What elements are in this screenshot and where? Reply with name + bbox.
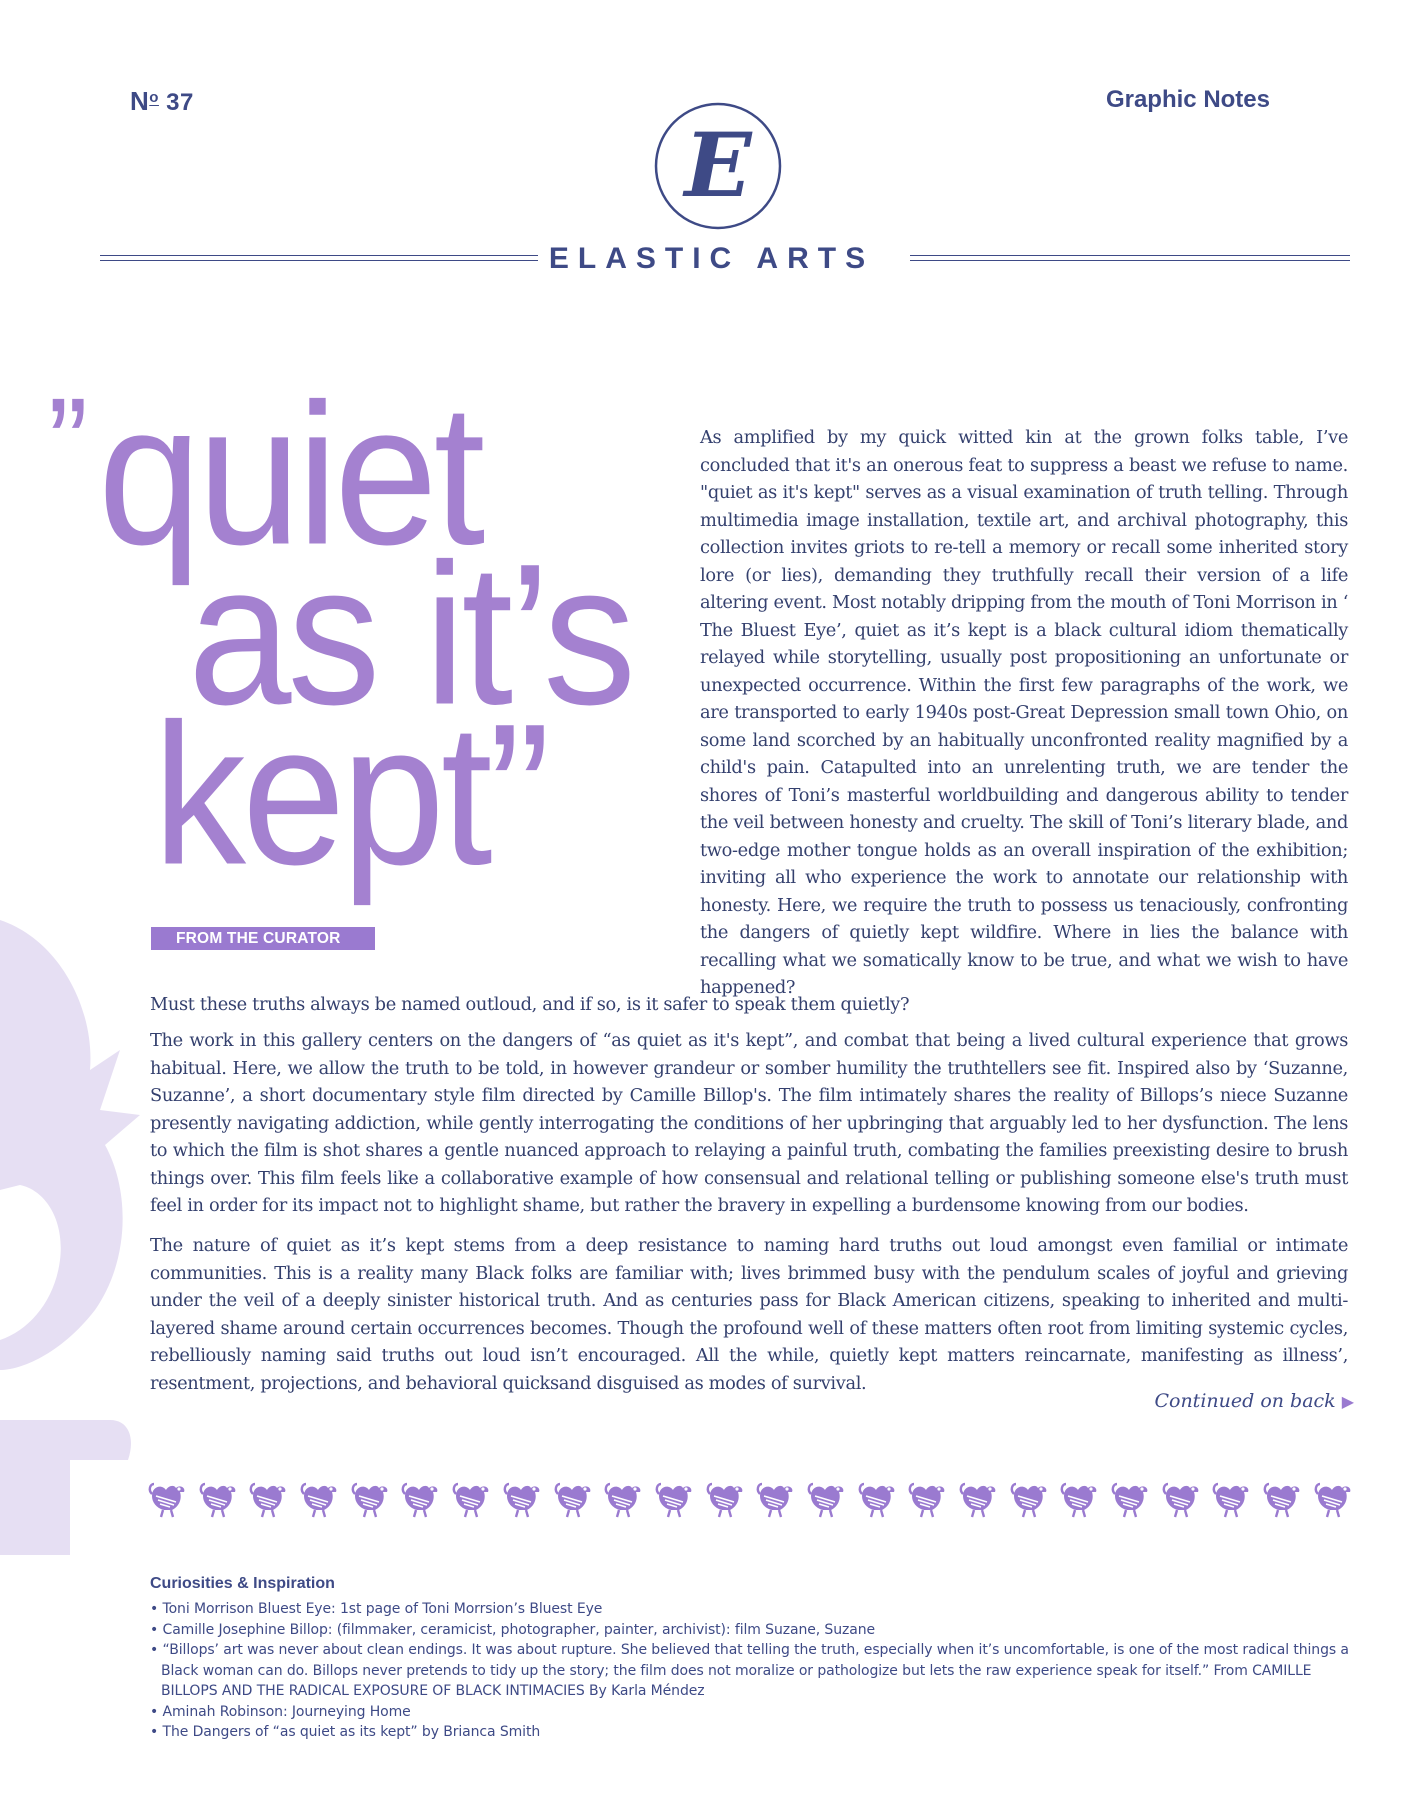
sankofa-bird-icon [1058,1476,1102,1520]
curiosity-item: • “Billops’ art was never about clean endings. It was about rupture. She believed that telling the truth, especially when it’s uncomfortable, is one of the most radical things a Black woman can do. Billops never pretends to tidy up the story; the film does not moralize or pathologize but lets the raw experience speak for itself.” From CAMILLE BILLOPS AND THE RADICAL EXPOSURE OF BLACK INTIMACIES By Karla Méndez [150,1640,1360,1702]
elastic-arts-logo [652,100,784,232]
sankofa-bird-icon [957,1476,1001,1520]
title-line-3: kept” [153,683,547,907]
curiosity-item: • Camille Josephine Billop: (filmmaker, ceramicist, photographer, painter, archivist): film Suzane, Suzane [150,1620,1360,1641]
sankofa-bird-icon [399,1476,443,1520]
sankofa-bird-icon [1261,1476,1305,1520]
body-paragraph-3: The nature of quiet as it’s kept stems from a deep resistance to naming hard truths out loud amongst even familial or intimate communities. This is a reality many Black folks are familiar with; lives brimmed busy with the pendulum scales of joyful and grieving under the veil of a deeply sinister historical truth. And as centuries pass for Black American citizens, speaking to inherited and multi-layered shame around certain occurrences becomes. Though the profound well of these matters often root from limiting systemic cycles, rebelliously naming said truths out loud isn’t encouraged. All the while, quietly kept matters reincarnate, manifesting as illness’, resentment, projections, and behavioral quicksand disguised as modes of survival. [150,1235,1348,1394]
sankofa-bird-icon [501,1476,545,1520]
play-arrow-icon: ▶ [1341,1392,1354,1411]
sankofa-bird-icon [1008,1476,1052,1520]
curator-badge: FROM THE CURATOR [151,927,375,950]
sankofa-bird-icon [247,1476,291,1520]
sankofa-bird-icon [1109,1476,1153,1520]
sankofa-bird-icon [602,1476,646,1520]
curiosity-item: • Toni Morrison Bluest Eye: 1st page of Toni Morrsion’s Bluest Eye [150,1599,1360,1620]
continued-on-back [1094,1390,1354,1412]
brand-name: ELASTIC ARTS [548,242,875,275]
logo-letter: E [684,113,752,217]
title-quote-mark: ” [48,371,84,517]
issue-number [130,86,194,117]
sankofa-bird-icon [349,1476,393,1520]
title-line-1: quiet [98,363,482,587]
issue-label: N [130,86,150,116]
sankofa-bird-icon [653,1476,697,1520]
issue-value: 37 [166,89,194,116]
curator-question: Must these truths always be named outloud, and if so, is it safer to speak them quietly? [150,994,910,1015]
issue-mark: o [149,89,159,106]
sankofa-bird-icon [1160,1476,1204,1520]
sankofa-bird-icon [197,1476,241,1520]
exhibition-title [48,363,688,907]
sankofa-bird-icon [856,1476,900,1520]
curiosity-item: • Aminah Robinson: Journeying Home [150,1702,1360,1723]
body-paragraph-2: The work in this gallery centers on the dangers of “as quiet as it's kept”, and combat that being a lived cultural experience that grows habitual. Here, we allow the truth to be told, in however grandeur or somber humility the truthtellers see fit. Inspired also by ‘Suzanne, Suzanne’, a short documentary style film directed by Camille Billop's. The film intimately shares the reality of Billops’s niece Suzanne presently navigating addiction, while gently interrogating the conditions of her upbringing that arguably led to her dysfunction. The lens to which the film is shot shares a gentle nuanced approach to relaying a painful truth, combating the families preexisting desire to brush things over. This film feels like a collaborative example of how consensual and relational telling or publishing someone else's truth must feel in order for its impact not to highlight shame, but rather the bravery in expelling a burdensome knowing from our bodies. [150,1030,1348,1216]
continued-label: Continued on back [1154,1390,1336,1412]
curiosities-heading: Curiosities & Inspiration [150,1575,335,1592]
header-rule-right [910,255,1350,261]
section-label: Graphic Notes [1105,86,1270,113]
sankofa-bird-icon [754,1476,798,1520]
sankofa-bird-icon [552,1476,596,1520]
sankofa-bird-icon [906,1476,950,1520]
title-line-2: as it’s [188,523,633,747]
sankofa-bird-icon [146,1476,190,1520]
sankofa-bird-icon [298,1476,342,1520]
sankofa-bird-icon [450,1476,494,1520]
intro-paragraph: As amplified by my quick witted kin at the grown folks table, I’ve concluded that it's an onerous feat to suppress a beast we refuse to name. "quiet as it's kept" serves as a visual examination of truth telling. Through multimedia image installation, textile art, and archival photography, this collection invites griots to re-tell a memory or recall some inherited story lore (or lies), demanding they truthfully recall their version of a life altering event. Most notably dripping from the mouth of Toni Morrison in ‘ The Bluest Eye’, quiet as it’s kept is a black cultural idiom thematically relayed while storytelling, usually post propositioning an unfortunate or unexpected occurrence. Within the first few paragraphs of the work, we are transported to early 1940s post-Great Depression small town Ohio, on some land scorched by an habitually unconfronted reality magnified by a child's pain. Catapulted into an unrelenting truth, we are tender the shores of Toni’s masterful worldbuilding and dangerous ability to tender the veil between honesty and cruelty. The skill of Toni’s literary blade, and two-edge mother tongue holds as an overall inspiration of the exhibition; inviting all who experience the work to annotate our relationship with honesty. Here, we require the truth to possess us tenaciously, confronting the dangers of quietly kept wildfire. Where in lies the balance with recalling what we somatically know to be true, and what we wish to have happened? [700,427,1348,998]
sankofa-bird-border [146,1476,1356,1524]
curiosities-section [150,1575,1360,1743]
curiosities-list [150,1599,1360,1743]
sankofa-bird-icon [704,1476,748,1520]
sankofa-bird-icon [1210,1476,1254,1520]
sankofa-bird-icon [805,1476,849,1520]
background-flourish-shape [0,900,170,1560]
sankofa-bird-icon [1312,1476,1356,1520]
logo-circle-icon [652,100,784,232]
curiosity-item: • The Dangers of “as quiet as its kept” by Brianca Smith [150,1722,1360,1743]
